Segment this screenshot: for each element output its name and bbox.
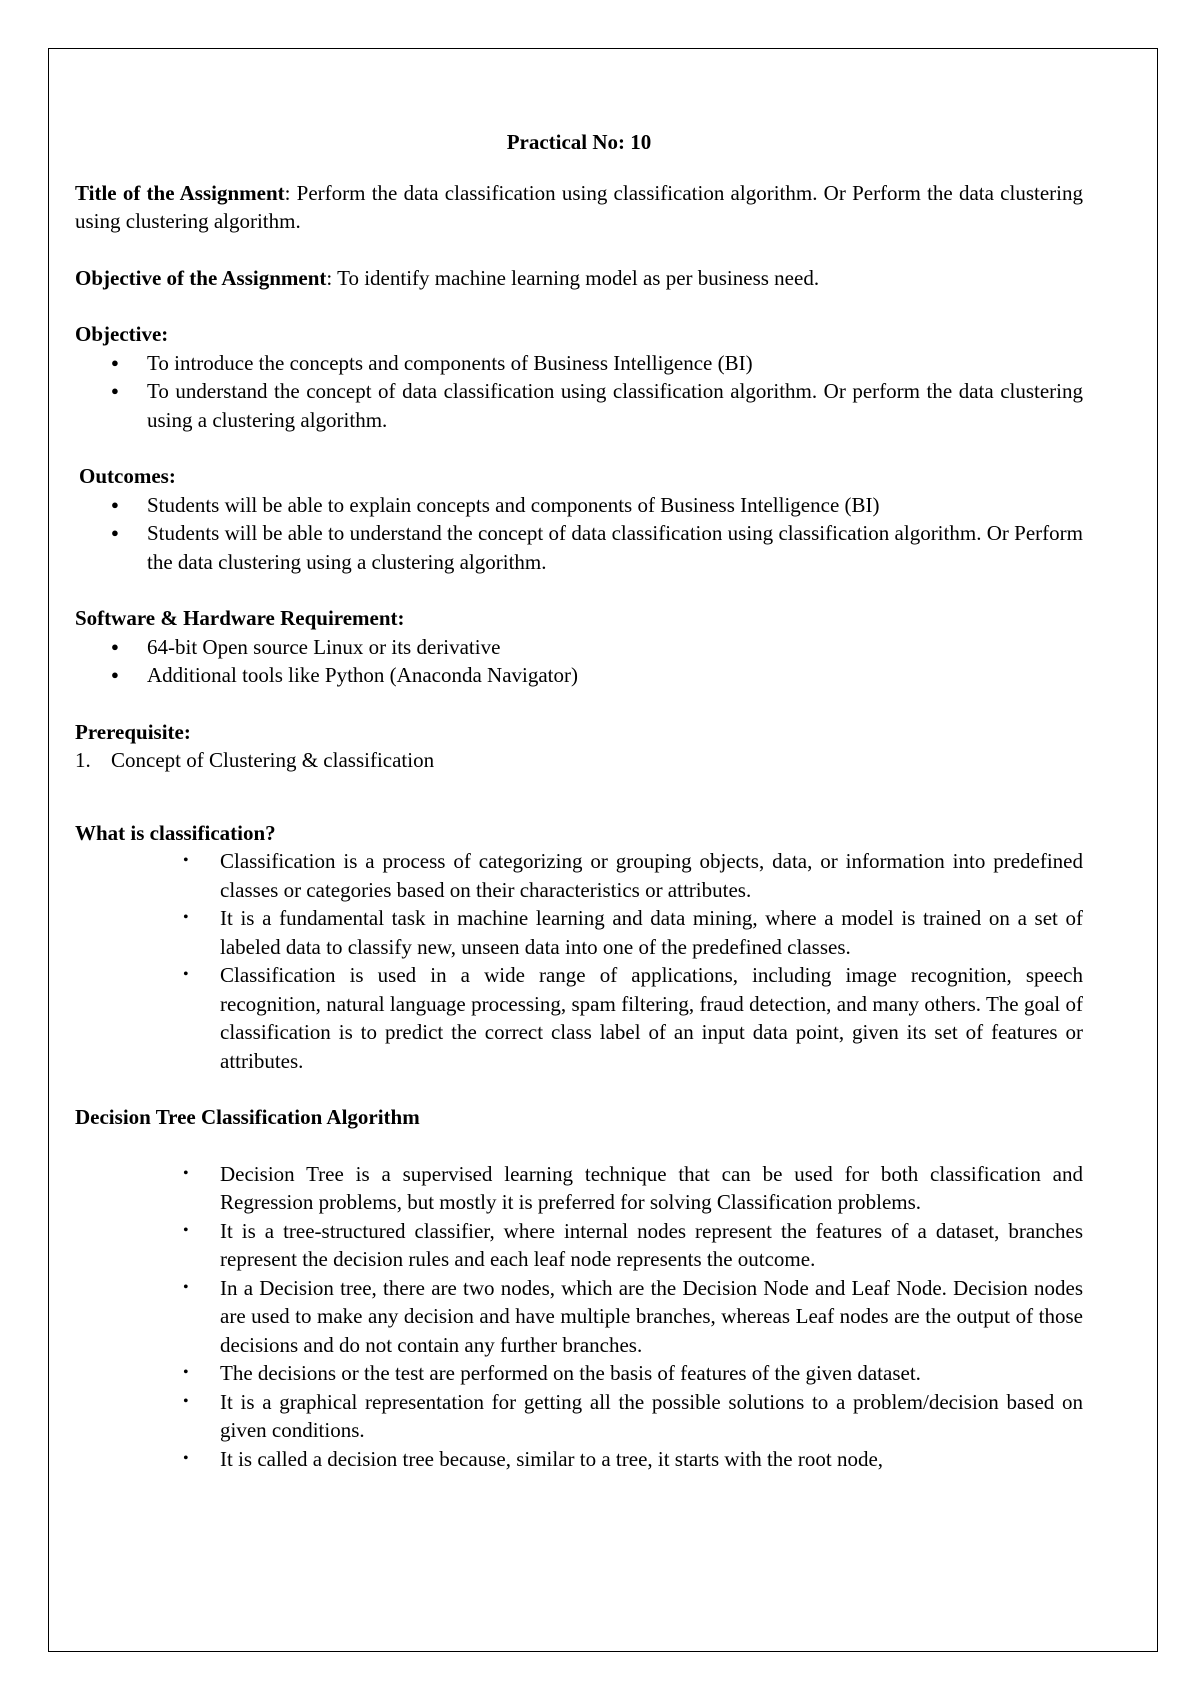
- list-item: ● Additional tools like Python (Anaconda Navigator): [75, 661, 1083, 690]
- requirements-list: [75, 633, 1083, 690]
- list-item-text: Concept of Clustering & classification: [111, 748, 435, 772]
- outcomes-section: [75, 462, 1083, 576]
- list-item: ● 64-bit Open source Linux or its derivative: [75, 633, 1083, 662]
- classification-section: [75, 819, 1083, 1076]
- list-item: [75, 746, 1083, 775]
- list-item: ● To understand the concept of data classification using classification algorithm. Or perform the data clustering using a clustering algorithm.: [75, 377, 1083, 434]
- list-item: ● Students will be able to understand the concept of data classification using classification algorithm. Or Perform the data clustering using a clustering algorithm.: [75, 519, 1083, 576]
- list-item: • In a Decision tree, there are two nodes, which are the Decision Node and Leaf Node. Decision nodes are used to make any decision and have multiple branches, whereas Leaf nodes are the output of those decisions and do not contain any further branches.: [75, 1274, 1083, 1360]
- requirements-section: [75, 604, 1083, 690]
- objective-list: [75, 349, 1083, 435]
- list-item: ● To introduce the concepts and components of Business Intelligence (BI): [75, 349, 1083, 378]
- list-number: 1.: [75, 748, 91, 772]
- requirements-heading: Software & Hardware Requirement:: [75, 606, 405, 630]
- classification-heading: What is classification?: [75, 820, 276, 845]
- assignment-objective-label: Objective of the Assignment: [75, 265, 327, 290]
- list-item: • It is called a decision tree because, similar to a tree, it starts with the root node,: [75, 1445, 1083, 1474]
- outcomes-heading: Outcomes:: [79, 464, 176, 488]
- assignment-title-label: Title of the Assignment: [75, 180, 285, 205]
- objective-section: [75, 320, 1083, 434]
- assignment-title-text: : Perform the data classification using classification algorithm. Or Perform the data clustering using clustering algorithm.: [75, 180, 1083, 233]
- list-item: • Classification is a process of categorizing or grouping objects, data, or information into predefined classes or categories based on their characteristics or attributes.: [75, 847, 1083, 904]
- page-border: [48, 48, 1158, 1652]
- list-item: • Classification is used in a wide range of applications, including image recognition, speech recognition, natural language processing, spam filtering, fraud detection, and many others. The goal of classification is to predict the correct class label of an input data point, given its set of features or attributes.: [75, 961, 1083, 1075]
- list-item: • It is a graphical representation for getting all the possible solutions to a problem/decision based on given conditions.: [75, 1388, 1083, 1445]
- practical-title: Practical No: 10: [506, 130, 652, 154]
- prerequisite-list: [75, 746, 1083, 775]
- assignment-objective-text: : To identify machine learning model as per business need.: [326, 265, 820, 290]
- prerequisite-heading: Prerequisite:: [75, 719, 191, 744]
- decision-tree-heading: Decision Tree Classification Algorithm: [75, 1105, 420, 1129]
- assignment-objective: [75, 264, 1083, 293]
- outcomes-list: [75, 491, 1083, 577]
- list-item: • It is a fundamental task in machine learning and data mining, where a model is trained on a set of labeled data to classify new, unseen data into one of the predefined classes.: [75, 904, 1083, 961]
- classification-list: [75, 847, 1083, 1075]
- list-item: • The decisions or the test are performed on the basis of features of the given dataset.: [75, 1359, 1083, 1388]
- decision-tree-section: [75, 1103, 1083, 1473]
- prerequisite-section: [75, 718, 1083, 775]
- objective-heading: Objective:: [75, 322, 169, 346]
- decision-tree-list: [75, 1160, 1083, 1474]
- list-item: • It is a tree-structured classifier, where internal nodes represent the features of a dataset, branches represent the decision rules and each leaf node represents the outcome.: [75, 1217, 1083, 1274]
- assignment-title: [75, 179, 1083, 236]
- document-content: [75, 128, 1083, 1473]
- list-item: ● Students will be able to explain concepts and components of Business Intelligence (BI): [75, 491, 1083, 520]
- list-item: • Decision Tree is a supervised learning technique that can be used for both classification and Regression problems, but mostly it is preferred for solving Classification problems.: [75, 1160, 1083, 1217]
